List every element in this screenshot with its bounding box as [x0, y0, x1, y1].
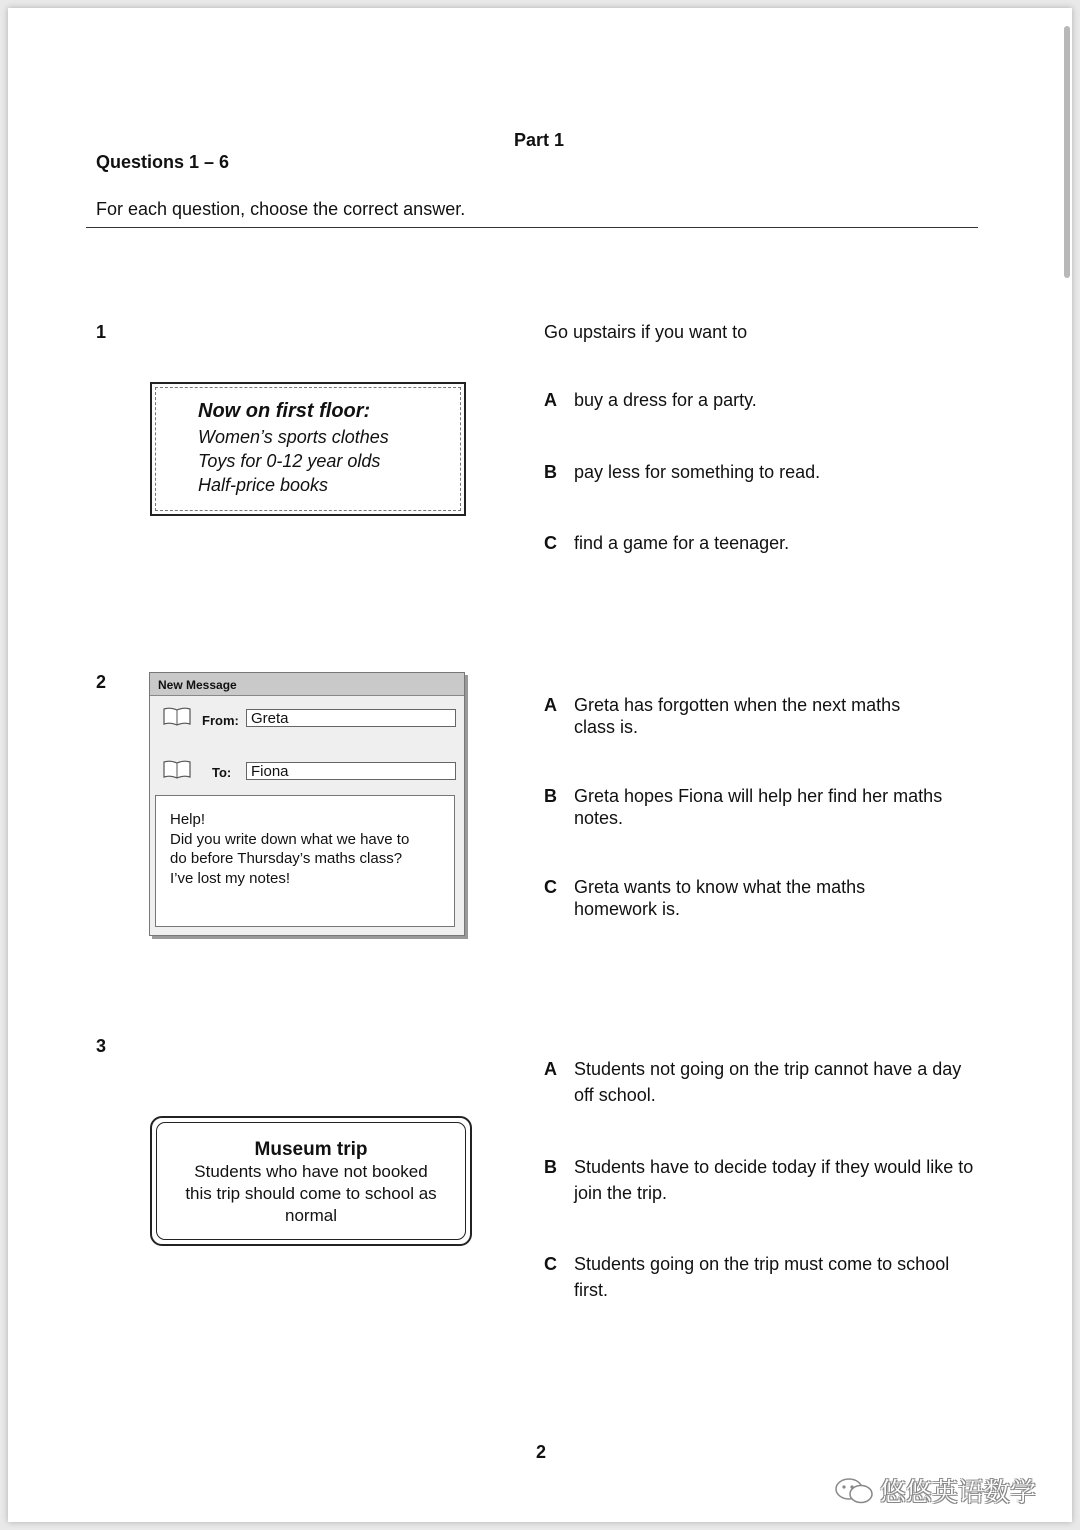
option-letter: A [544, 695, 557, 715]
notice-heading: Museum trip [254, 1139, 368, 1160]
chat-bubbles-icon [834, 1476, 874, 1506]
watermark-text: 悠悠英语数学 [880, 1478, 1037, 1508]
message-line: I’ve lost my notes! [170, 869, 291, 887]
from-field: Greta [246, 709, 456, 727]
message-window [149, 672, 465, 936]
to-label: To: [212, 765, 232, 780]
sign-line: Toys for 0-12 year olds [198, 451, 381, 471]
shop-sign [150, 382, 466, 516]
question-3-option-b[interactable] [544, 1154, 974, 1206]
notice-line: Students who have not booked [194, 1162, 428, 1181]
book-icon [162, 759, 192, 779]
page-number: 2 [536, 1442, 547, 1462]
to-field: Fiona [246, 762, 456, 780]
message-body [155, 795, 455, 927]
option-text: Students have to decide today if they would like to join the trip. [574, 1157, 974, 1203]
question-1-stem: Go upstairs if you want to [544, 322, 748, 342]
question-2-option-b[interactable] [544, 785, 974, 829]
sign-line: Women’s sports clothes [198, 427, 389, 447]
header-divider [86, 227, 978, 228]
notice-line: this trip should come to school as [185, 1184, 437, 1203]
question-3-option-a[interactable] [544, 1056, 974, 1108]
option-letter: C [544, 533, 557, 553]
message-line: Did you write down what we have to [170, 830, 410, 848]
watermark [834, 1472, 1036, 1509]
question-number-1: 1 [96, 322, 107, 342]
museum-notice [150, 1116, 472, 1246]
book-icon [162, 706, 192, 726]
question-1-option-a[interactable] [544, 389, 974, 411]
question-1-option-b[interactable] [544, 461, 974, 483]
question-2-option-c[interactable] [544, 876, 974, 920]
sign-heading: Now on first floor: [198, 400, 371, 422]
option-letter: C [544, 877, 557, 897]
option-text: Greta wants to know what the maths homework is. [574, 877, 866, 919]
sign-line: Half-price books [198, 475, 329, 495]
option-text: buy a dress for a party. [574, 390, 757, 410]
question-number-2: 2 [96, 672, 107, 692]
message-line: do before Thursday’s maths class? [170, 850, 403, 867]
notice-line: normal [285, 1206, 337, 1225]
option-letter: B [544, 786, 557, 806]
message-line: Help! [170, 811, 206, 828]
notice-inner-border [156, 1122, 466, 1240]
option-text: find a game for a teenager. [574, 533, 790, 553]
part-title: Part 1 [514, 130, 565, 150]
option-text: Students not going on the trip cannot have a day off school. [574, 1059, 962, 1105]
option-text: Students going on the trip must come to school first. [574, 1254, 950, 1300]
question-number-3: 3 [96, 1036, 107, 1056]
option-letter: A [544, 1059, 557, 1079]
question-2-option-a[interactable] [544, 694, 974, 738]
questions-range: Questions 1 – 6 [96, 152, 230, 172]
option-letter: B [544, 1157, 557, 1177]
message-title: New Message [150, 673, 464, 696]
option-letter: C [544, 1254, 557, 1274]
option-text: Greta hopes Fiona will help her find her maths notes. [574, 786, 943, 828]
question-3-option-c[interactable] [544, 1251, 974, 1303]
option-letter: B [544, 462, 557, 482]
instruction-text: For each question, choose the correct answer. [96, 199, 466, 219]
option-letter: A [544, 390, 557, 410]
from-label: From: [202, 713, 239, 728]
scrollbar[interactable] [1064, 26, 1070, 278]
option-text: pay less for something to read. [574, 462, 821, 482]
question-1-option-c[interactable] [544, 532, 974, 554]
option-text: Greta has forgotten when the next maths class is. [574, 695, 901, 737]
exam-page [8, 8, 1072, 1522]
